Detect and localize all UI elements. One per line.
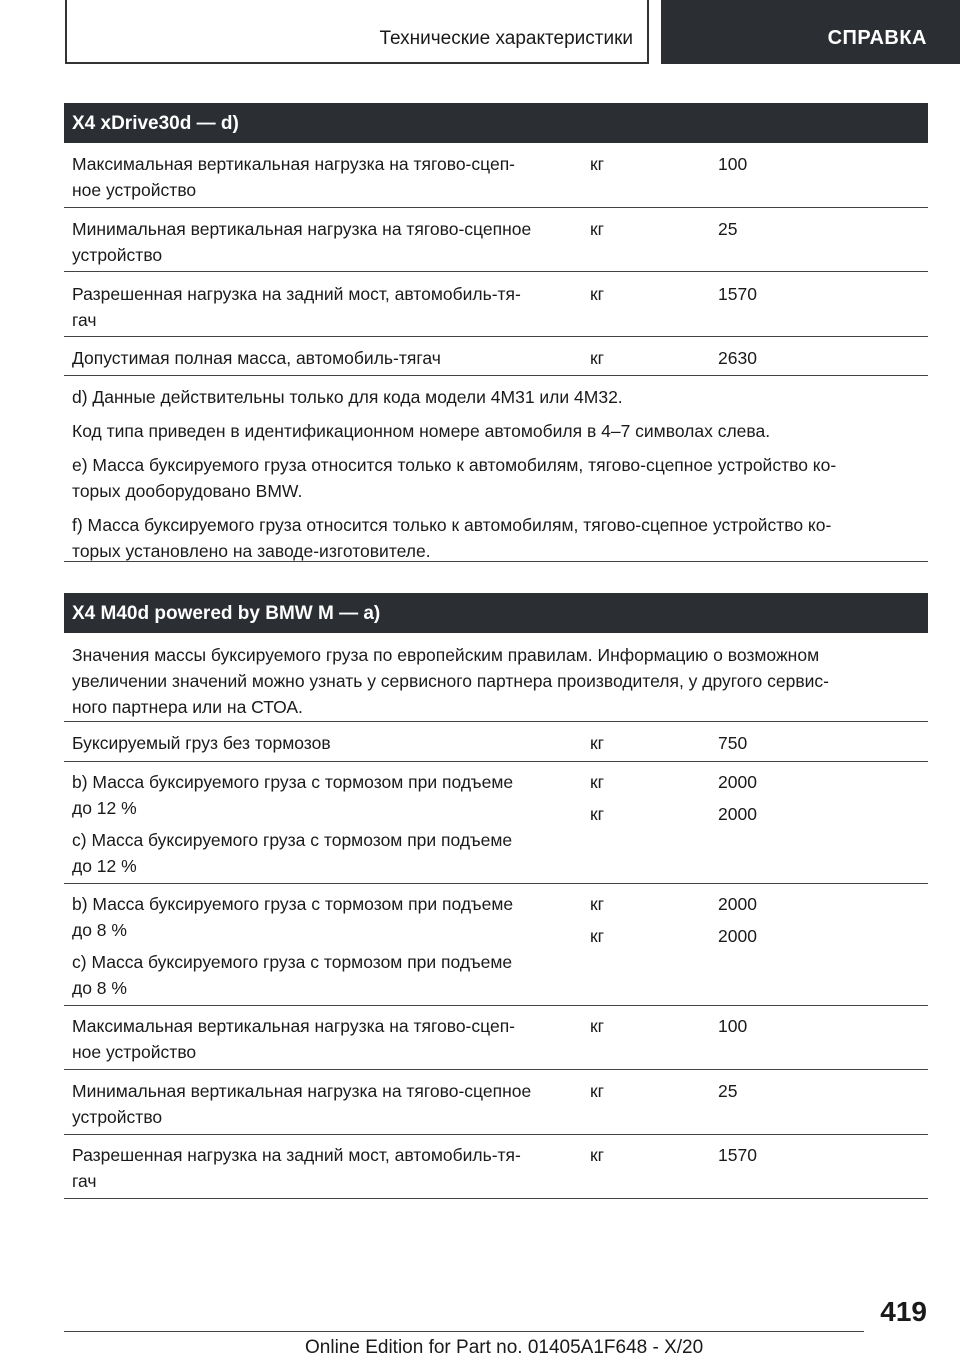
footer-divider bbox=[64, 1331, 864, 1332]
edition-note: Online Edition for Part no. 01405A1F648 - X/20 bbox=[305, 1337, 704, 1358]
table-row bbox=[64, 891, 928, 1006]
row-value: 25 bbox=[718, 219, 738, 239]
row-unit: кг bbox=[590, 1016, 605, 1036]
section-title-x4-m40d: X4 M40d powered by BMW M — a) bbox=[64, 593, 928, 633]
row-value: 100 bbox=[718, 154, 748, 174]
row-name: Буксируемый груз без тормозов bbox=[72, 733, 331, 753]
row-unit: кг bbox=[590, 348, 605, 368]
row-name: Минимальная вертикальная нагрузка на тягово-сцепное устройство bbox=[72, 1081, 532, 1127]
row-name: Допустимая полная масса, автомобиль-тягач bbox=[72, 348, 441, 368]
row-unit: кг bbox=[590, 154, 605, 174]
row-value-c: 2000 bbox=[718, 926, 757, 946]
intro-text: Значения массы буксируемого груза по европейским правилам. Информацию о возможном увеличении значений можно узнать у сервисного партнера производителя, у другого сервис- ного партнера или на СТОА. bbox=[72, 645, 829, 717]
row-name-c: c) Масса буксируемого груза с тормозом при подъеме до 12 % bbox=[72, 830, 513, 876]
section-title-x4-xdrive30d: X4 xDrive30d — d) bbox=[64, 103, 928, 143]
row-value: 2630 bbox=[718, 348, 757, 368]
row-unit: кг bbox=[590, 1081, 605, 1101]
table-row bbox=[64, 151, 928, 208]
row-value: 1570 bbox=[718, 284, 757, 304]
footnote-f: f) Масса буксируемого груза относится только к автомобилям, тягово-сцепное устройство ко- торых установлено на заводе-изготовителе. bbox=[72, 515, 832, 561]
row-unit-c: кг bbox=[590, 804, 605, 824]
header-chapter-title: СПРАВКА bbox=[827, 27, 927, 49]
row-value-c: 2000 bbox=[718, 804, 757, 824]
row-unit: кг bbox=[590, 733, 605, 753]
row-name: Разрешенная нагрузка на задний мост, автомобиль-тя- гач bbox=[72, 284, 521, 330]
row-unit-b: кг bbox=[590, 772, 605, 792]
row-value-b: 2000 bbox=[718, 772, 757, 792]
row-name: Минимальная вертикальная нагрузка на тягово-сцепное устройство bbox=[72, 219, 532, 265]
row-value: 1570 bbox=[718, 1145, 757, 1165]
row-unit: кг bbox=[590, 1145, 605, 1165]
header-section-tab bbox=[65, 0, 649, 64]
header-section-title: Технические характеристики bbox=[379, 28, 633, 49]
table-row bbox=[64, 1013, 928, 1070]
table-row bbox=[64, 730, 928, 762]
row-unit-c: кг bbox=[590, 926, 605, 946]
table-row bbox=[64, 1142, 928, 1199]
row-unit-b: кг bbox=[590, 894, 605, 914]
row-value: 25 bbox=[718, 1081, 738, 1101]
footnote-type-code: Код типа приведен в идентификационном номере автомобиля в 4–7 символах слева. bbox=[72, 421, 771, 441]
row-name: Разрешенная нагрузка на задний мост, автомобиль-тя- гач bbox=[72, 1145, 521, 1191]
row-value-b: 2000 bbox=[718, 894, 757, 914]
header-chapter-tab bbox=[661, 0, 960, 64]
page-number: 419 bbox=[880, 1296, 927, 1327]
row-name: Максимальная вертикальная нагрузка на тягово-сцеп- ное устройство bbox=[72, 154, 516, 200]
footnote-e: e) Масса буксируемого груза относится только к автомобилям, тягово-сцепное устройство ко- торых дооборудовано BMW. bbox=[72, 455, 837, 501]
row-value: 100 bbox=[718, 1016, 748, 1036]
table-row bbox=[64, 769, 928, 884]
row-name-b: b) Масса буксируемого груза с тормозом при подъеме до 8 % bbox=[72, 894, 514, 940]
row-unit: кг bbox=[590, 219, 605, 239]
row-name: Максимальная вертикальная нагрузка на тягово-сцеп- ное устройство bbox=[72, 1016, 516, 1062]
footnotes bbox=[64, 384, 928, 562]
table-row bbox=[64, 281, 928, 337]
row-name-b: b) Масса буксируемого груза с тормозом при подъеме до 12 % bbox=[72, 772, 514, 818]
section-intro bbox=[64, 642, 928, 722]
table-row bbox=[64, 1078, 928, 1135]
row-unit: кг bbox=[590, 284, 605, 304]
row-name-c: c) Масса буксируемого груза с тормозом при подъеме до 8 % bbox=[72, 952, 513, 998]
footnote-d: d) Данные действительны только для кода модели 4M31 или 4M32. bbox=[72, 387, 623, 407]
row-value: 750 bbox=[718, 733, 748, 753]
table-row bbox=[64, 345, 928, 376]
table-row bbox=[64, 216, 928, 272]
